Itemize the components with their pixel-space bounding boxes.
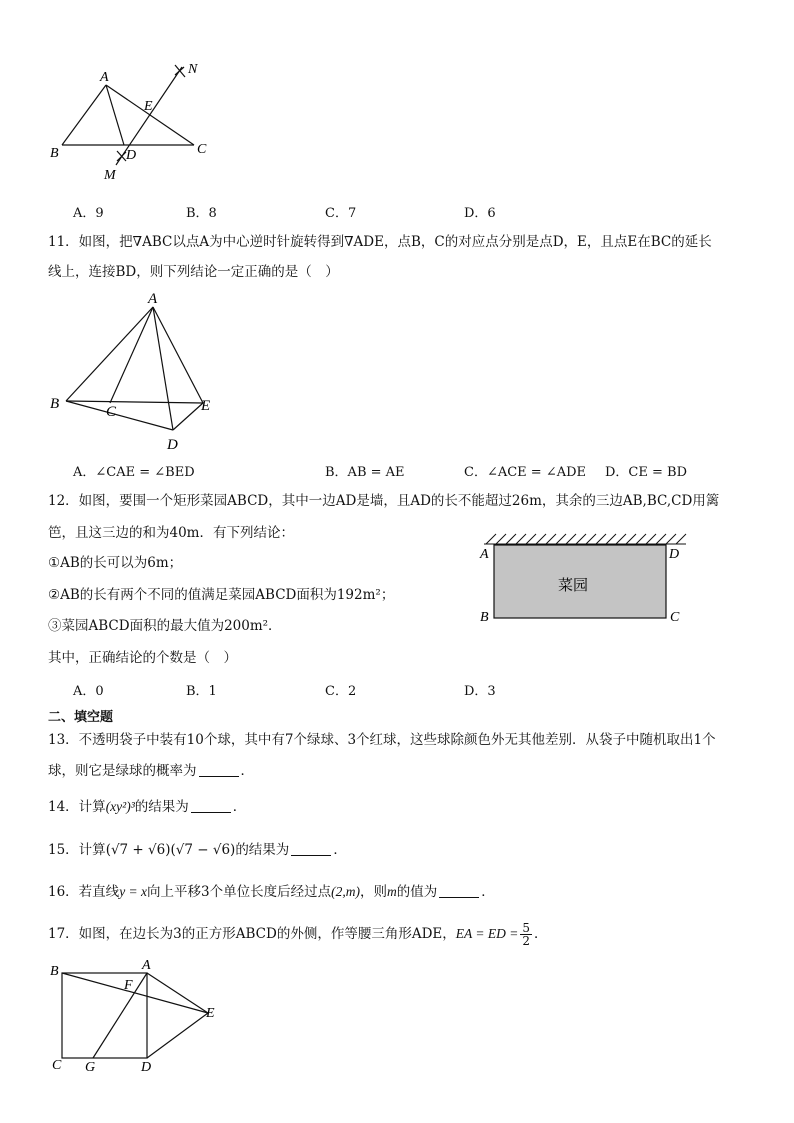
q11-option-c: C．∠ACE = ∠ADE [464,465,587,480]
q12-option-c: C．2 [325,684,357,699]
figure-q11 [40,285,230,455]
label-b: B [480,610,489,625]
figure-q17 [40,955,230,1080]
q17-end: ． [534,926,548,942]
q14-end: ． [232,799,247,815]
q16-value-of: 的值为 [396,884,438,900]
label-b: B [50,146,59,161]
label-e: E [206,1006,215,1021]
q15-expression: (√7 + √6)(√7 − √6) [105,842,236,858]
q13-text-end: ． [240,763,254,779]
q10-option-a: A．9 [73,206,104,221]
answer-blank[interactable] [199,762,239,777]
q13-text-line2a: 球，则它是绿球的概率为 [48,763,197,779]
q10-option-d: D．6 [464,206,496,221]
q12-option-d: D．3 [464,684,496,699]
q16-translate: 向上平移3个单位长度后经过点 [147,884,332,900]
label-n: N [188,62,198,77]
q12-conclusion-3: ③菜园ABCD面积的最大值为200m²． [48,618,282,634]
q12-conclusion-1: ①AB的长可以为6m； [48,555,183,571]
label-a: A [148,291,158,307]
q10-option-c: C．7 [325,206,357,221]
answer-blank[interactable] [291,841,331,856]
q13-text-line2 [48,761,254,781]
q12-conclusion-2: ②AB的长有两个不同的值满足菜园ABCD面积为192m²； [48,587,395,603]
label-d: D [126,148,137,163]
q17-text [48,922,548,947]
q12-option-b: B．1 [186,684,217,699]
q14-text [48,797,246,817]
q17-prefix: 17．如图，在边长为3的正方形ABCD的外侧，作等腰三角形ADE， [48,926,456,942]
q14-middle: 的结果为 [134,799,189,815]
label-c: C [197,142,207,157]
q15-text [48,840,347,860]
label-a: A [480,547,489,562]
answer-blank[interactable] [191,798,231,813]
label-f: F [124,978,133,993]
q15-prefix: 15．计算 [48,842,106,858]
label-d: D [141,1060,152,1075]
label-c: C [670,610,680,625]
q17-numerator: 5 [522,921,531,935]
label-c: C [106,404,117,420]
q11-option-d: D．CE = BD [605,465,687,480]
q16-point: (2,m) [331,884,360,899]
label-b: B [50,964,59,979]
q12-text-line1: 12．如图，要围一个矩形菜园ABCD，其中一边AD是墙，且AD的长不能超过26m，其余的三边AB,BC,CD用篱 [48,493,720,509]
q16-text [48,882,495,902]
q11-option-b: B．AB = AE [325,465,405,480]
q10-option-b: B．8 [186,206,217,221]
q11-text-line2: 线上，连接BD，则下列结论一定正确的是（ ） [48,264,339,280]
q17-denominator: 2 [522,934,531,948]
q16-end: ． [481,884,495,900]
figure-q12 [474,528,694,628]
label-c: C [52,1058,62,1073]
q11-option-a: A．∠CAE = ∠BED [73,465,195,480]
q12-option-a: A．0 [73,684,104,699]
label-d: D [167,437,178,453]
label-a: A [100,70,109,85]
q15-end: ． [333,842,347,858]
q15-middle: 的结果为 [235,842,290,858]
q17-equation: EA = ED = [455,926,519,941]
label-e: E [144,99,153,114]
garden-label: 菜园 [558,576,589,594]
label-a: A [142,958,151,973]
q11-text-line1: 11．如图，把∇ABC以点A为中心逆时针旋转得到∇ADE，点B，C的对应点分别是点D，E，且点E在BC的延长 [48,234,712,250]
label-e: E [201,398,211,414]
label-d: D [669,547,680,562]
q16-line: y = x [119,884,148,899]
q16-then: ，则 [360,884,387,900]
answer-blank[interactable] [439,883,479,898]
label-g: G [85,1060,96,1075]
q12-text-line2: 笆，且这三边的和为40m．有下列结论： [48,525,294,541]
label-b: B [50,396,60,412]
label-m: M [104,168,116,183]
q12-question: 其中，正确结论的个数是（ ） [48,650,237,666]
q13-text-line1: 13．不透明袋子中装有10个球，其中有7个绿球、3个红球，这些球除颜色外无其他差别．从袋子中随机取出1个 [48,732,716,748]
section-title-fill-in: 二、填空题 [48,710,114,725]
q16-m: m [387,884,397,899]
q16-prefix: 16．若直线 [48,884,120,900]
q14-prefix: 14．计算 [48,799,106,815]
q17-fraction [520,922,532,947]
q14-expression: (xy²)³ [105,799,135,814]
figure-q10 [40,55,220,185]
